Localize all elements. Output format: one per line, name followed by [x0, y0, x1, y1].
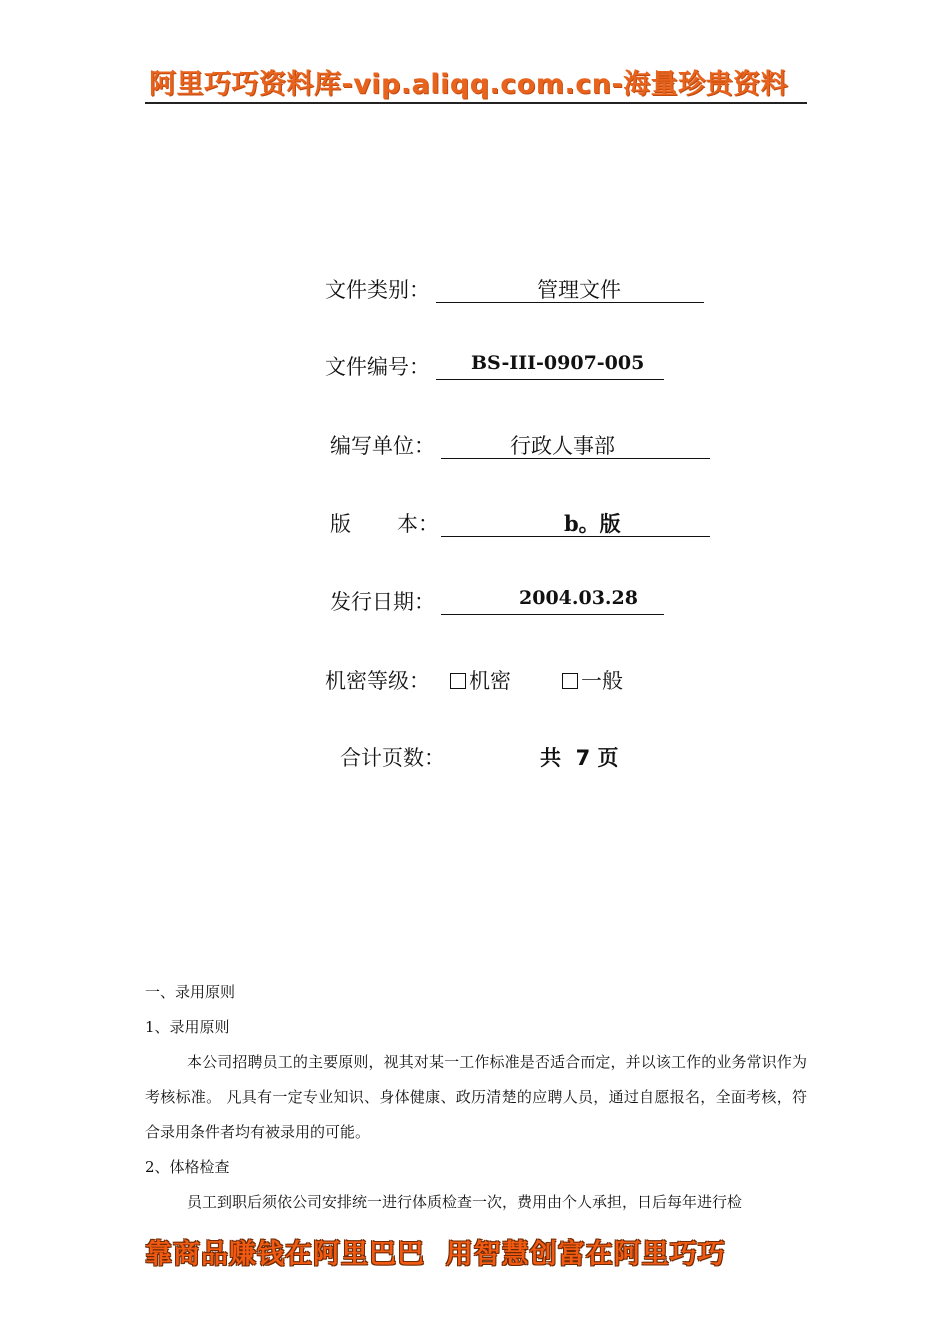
number-value: BS-III-0907-005	[471, 352, 645, 374]
version-label-1: 版	[330, 512, 351, 536]
checkbox-icon	[450, 673, 466, 689]
item2-title: 2、体格检查	[145, 1158, 230, 1176]
field-secrecy	[325, 659, 725, 695]
secrecy-label: 机密等级：	[325, 669, 430, 693]
number-label: 文件编号：	[325, 355, 430, 379]
dept-value: 行政人事部	[510, 434, 615, 458]
secrecy-opt1-label: 机密	[469, 669, 511, 693]
field-date	[330, 580, 730, 616]
category-label: 文件类别：	[325, 278, 430, 302]
date-label: 发行日期：	[330, 590, 435, 614]
section-title: 一、录用原则	[145, 983, 236, 1001]
category-value: 管理文件	[537, 278, 621, 302]
item2-paragraph: 员工到职后须依公司安排统一进行体质检查一次，费用由个人承担，日后每年进行检	[187, 1193, 743, 1211]
document-body	[145, 975, 807, 1220]
secrecy-option-general	[562, 665, 623, 695]
version-label-2: 本：	[397, 512, 439, 536]
pages-value: 共 7 页	[540, 746, 619, 770]
secrecy-opt2-label: 一般	[581, 669, 623, 693]
date-value: 2004.03.28	[519, 587, 638, 609]
field-category	[325, 268, 725, 304]
field-version	[330, 502, 730, 538]
dept-label: 编写单位：	[330, 434, 435, 458]
header-banner	[145, 60, 807, 104]
field-dept	[330, 424, 730, 460]
footer-banner-text: 靠商品赚钱在阿里巴巴 用智慧创富在阿里巧巧	[145, 1239, 726, 1270]
footer-banner	[145, 1232, 807, 1268]
version-value: b。版	[564, 511, 621, 536]
field-pages	[340, 736, 740, 772]
header-banner-text: 阿里巧巧资料库-vip.aliqq.com.cn-海量珍贵资料	[149, 69, 789, 100]
checkbox-icon	[562, 673, 578, 689]
secrecy-option-confidential	[450, 665, 511, 695]
pages-label: 合计页数：	[340, 746, 445, 770]
item1-paragraph: 本公司招聘员工的主要原则，视其对某一工作标准是否适合而定，并以该工作的业务常识作为考核标准。 凡具有一定专业知识、身体健康、政历清楚的应聘人员，通过自愿报名，全面考核，符合录用条件者均有被录用的可能。	[145, 1053, 807, 1141]
field-number	[325, 345, 725, 381]
item1-title: 1、录用原则	[145, 1018, 230, 1036]
